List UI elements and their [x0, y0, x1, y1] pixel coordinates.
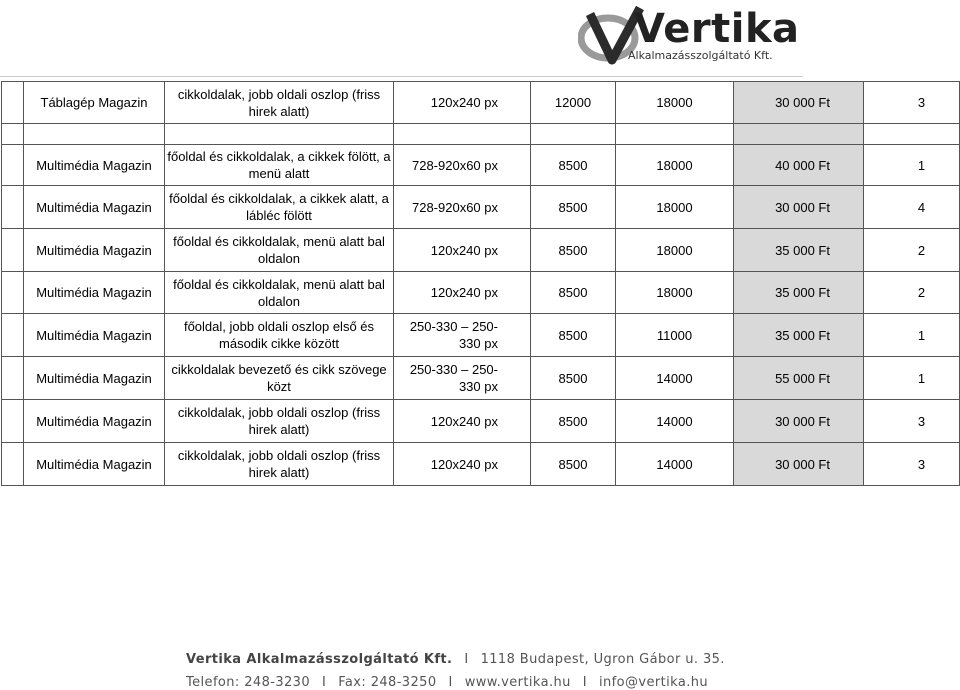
header-divider — [0, 76, 803, 77]
size-cell: 728-920x60 px — [394, 145, 531, 186]
value-a-cell: 8500 — [531, 272, 616, 314]
spacer-cell — [394, 124, 531, 145]
size-cell: 120x240 px — [394, 272, 531, 314]
row-marker-cell — [2, 443, 24, 486]
footer-line-1: Vertika Alkalmazásszolgáltató Kft. I 1118 Budapest, Ugron Gábor u. 35. — [186, 652, 725, 667]
value-a-cell: 8500 — [531, 357, 616, 400]
magazine-cell: Multimédia Magazin — [24, 229, 165, 272]
table-row — [2, 314, 960, 357]
price-cell: 35 000 Ft — [734, 272, 864, 314]
value-a-cell: 8500 — [531, 229, 616, 272]
value-b-cell: 18000 — [616, 186, 734, 229]
value-b-cell: 18000 — [616, 272, 734, 314]
row-marker-cell — [2, 357, 24, 400]
quantity-cell: 2 — [864, 272, 960, 314]
size-cell: 120x240 px — [394, 400, 531, 443]
spacer-cell — [734, 124, 864, 145]
value-b-cell: 14000 — [616, 443, 734, 486]
footer-web[interactable]: www.vertika.hu — [464, 675, 571, 690]
spacer-cell — [24, 124, 165, 145]
size-cell: 120x240 px — [394, 443, 531, 486]
price-cell: 30 000 Ft — [734, 443, 864, 486]
footer-company: Vertika Alkalmazásszolgáltató Kft. — [186, 652, 453, 667]
position-cell: cikkoldalak, jobb oldali oszlop (friss hirek alatt) — [165, 443, 394, 486]
quantity-cell: 1 — [864, 314, 960, 357]
price-cell: 55 000 Ft — [734, 357, 864, 400]
magazine-cell: Multimédia Magazin — [24, 443, 165, 486]
table-row — [2, 443, 960, 486]
position-cell: cikkoldalak, jobb oldali oszlop (friss hirek alatt) — [165, 82, 394, 124]
position-cell: főoldal és cikkoldalak, menü alatt bal oldalon — [165, 272, 394, 314]
value-b-cell: 18000 — [616, 145, 734, 186]
logo-subtitle: Alkalmazásszolgáltató Kft. — [628, 49, 773, 62]
magazine-cell: Multimédia Magazin — [24, 145, 165, 186]
value-b-cell: 18000 — [616, 229, 734, 272]
price-cell: 30 000 Ft — [734, 82, 864, 124]
position-cell: cikkoldalak, jobb oldali oszlop (friss hirek alatt) — [165, 400, 394, 443]
quantity-cell: 3 — [864, 400, 960, 443]
quantity-cell: 1 — [864, 357, 960, 400]
value-b-cell: 14000 — [616, 400, 734, 443]
spacer-cell — [531, 124, 616, 145]
spacer-cell — [864, 124, 960, 145]
value-b-cell: 18000 — [616, 82, 734, 124]
value-b-cell: 14000 — [616, 357, 734, 400]
magazine-cell: Multimédia Magazin — [24, 186, 165, 229]
value-a-cell: 8500 — [531, 400, 616, 443]
value-a-cell: 12000 — [531, 82, 616, 124]
position-cell: főoldal, jobb oldali oszlop első és második cikke között — [165, 314, 394, 357]
quantity-cell: 3 — [864, 443, 960, 486]
magazine-cell: Multimédia Magazin — [24, 272, 165, 314]
price-cell: 35 000 Ft — [734, 314, 864, 357]
magazine-cell: Multimédia Magazin — [24, 357, 165, 400]
footer-fax: Fax: 248-3250 — [338, 675, 437, 690]
table-row — [2, 272, 960, 314]
footer-phone: Telefon: 248-3230 — [186, 675, 311, 690]
magazine-cell: Táblagép Magazin — [24, 82, 165, 124]
position-cell: főoldal és cikkoldalak, a cikkek alatt, a lábléc fölött — [165, 186, 394, 229]
quantity-cell: 3 — [864, 82, 960, 124]
vertika-logo — [578, 4, 798, 74]
size-cell: 250-330 – 250-330 px — [394, 357, 531, 400]
spacer-cell — [616, 124, 734, 145]
row-marker-cell — [2, 82, 24, 124]
quantity-cell: 1 — [864, 145, 960, 186]
row-marker-cell — [2, 314, 24, 357]
value-a-cell: 8500 — [531, 314, 616, 357]
spacer-cell — [2, 124, 24, 145]
row-marker-cell — [2, 145, 24, 186]
spacer-row — [2, 124, 960, 145]
position-cell: főoldal és cikkoldalak, menü alatt bal oldalon — [165, 229, 394, 272]
position-cell: cikkoldalak bevezető és cikk szövege közt — [165, 357, 394, 400]
logo-brand: Vertika — [634, 6, 800, 52]
table-row — [2, 357, 960, 400]
table-row — [2, 229, 960, 272]
price-cell: 30 000 Ft — [734, 186, 864, 229]
footer-email[interactable]: info@vertika.hu — [599, 675, 709, 690]
row-marker-cell — [2, 186, 24, 229]
footer-line-2: Telefon: 248-3230 I Fax: 248-3250 I www.vertika.hu I info@vertika.hu — [186, 675, 709, 690]
magazine-cell: Multimédia Magazin — [24, 400, 165, 443]
value-b-cell: 11000 — [616, 314, 734, 357]
price-cell: 40 000 Ft — [734, 145, 864, 186]
position-cell: főoldal és cikkoldalak, a cikkek fölött, a menü alatt — [165, 145, 394, 186]
row-marker-cell — [2, 229, 24, 272]
size-cell: 250-330 – 250-330 px — [394, 314, 531, 357]
value-a-cell: 8500 — [531, 443, 616, 486]
price-cell: 30 000 Ft — [734, 400, 864, 443]
table-row — [2, 400, 960, 443]
price-cell: 35 000 Ft — [734, 229, 864, 272]
magazine-cell: Multimédia Magazin — [24, 314, 165, 357]
spacer-cell — [165, 124, 394, 145]
quantity-cell: 2 — [864, 229, 960, 272]
price-table — [1, 81, 960, 486]
table-row — [2, 82, 960, 124]
row-marker-cell — [2, 272, 24, 314]
value-a-cell: 8500 — [531, 186, 616, 229]
value-a-cell: 8500 — [531, 145, 616, 186]
row-marker-cell — [2, 400, 24, 443]
footer-address: 1118 Budapest, Ugron Gábor u. 35. — [480, 652, 725, 667]
table-row — [2, 145, 960, 186]
size-cell: 728-920x60 px — [394, 186, 531, 229]
size-cell: 120x240 px — [394, 229, 531, 272]
quantity-cell: 4 — [864, 186, 960, 229]
table-row — [2, 186, 960, 229]
size-cell: 120x240 px — [394, 82, 531, 124]
